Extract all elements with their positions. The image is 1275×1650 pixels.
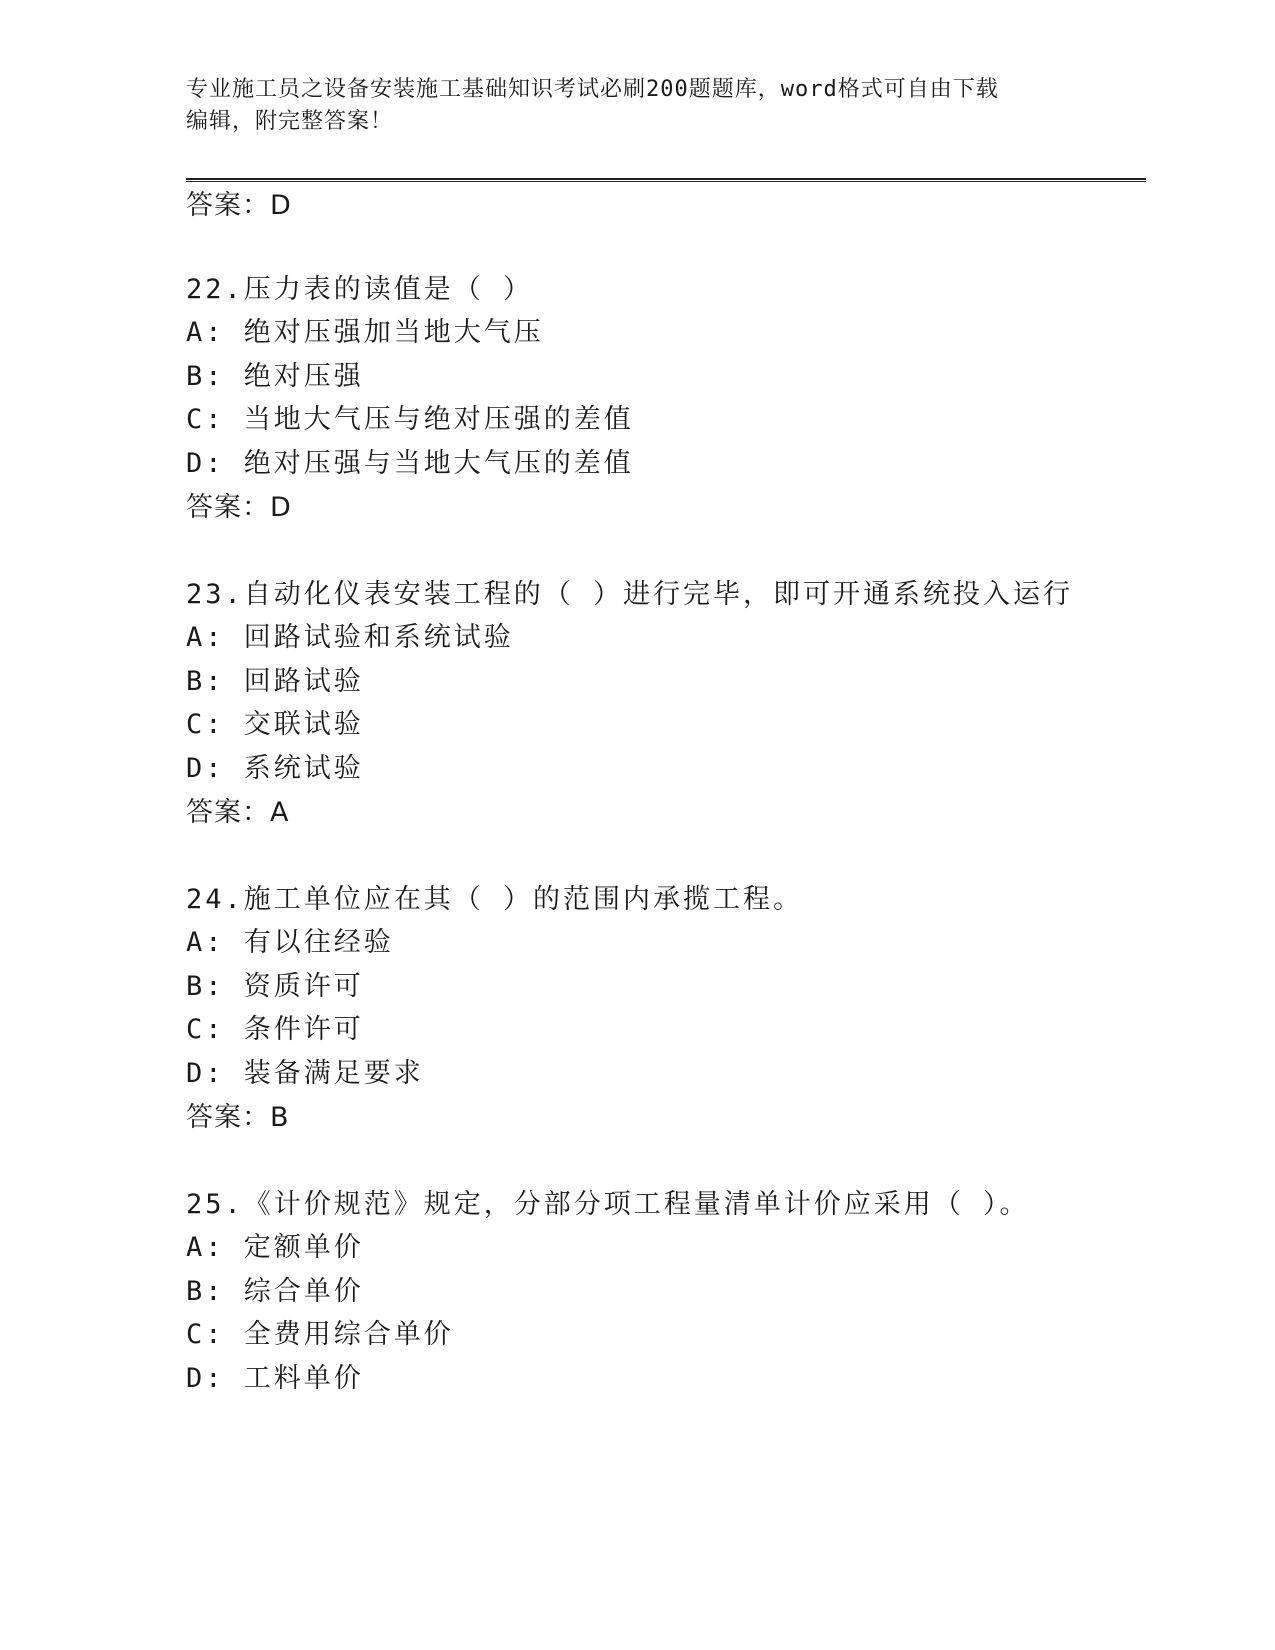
question-stem: 23.自动化仪表安装工程的（ ）进行完毕，即可开通系统投入运行 [186,579,1074,610]
question-stem: 24.施工单位应在其（ ）的范围内承揽工程。 [186,884,804,915]
question-stem: 25.《计价规范》规定，分部分项工程量清单计价应采用（ ）。 [186,1189,1030,1220]
previous-answer: 答案：D [186,190,292,221]
option-d: D: 装备满足要求 [186,1058,424,1089]
answer: 答案：B [186,1102,290,1133]
option-b: B: 回路试验 [186,666,364,697]
option-a: A: 绝对压强加当地大气压 [186,317,544,348]
question-stem: 22.压力表的读值是（ ） [186,274,534,305]
document-header [186,74,1086,138]
option-a: A: 定额单价 [186,1232,364,1263]
answer: 答案：A [186,797,290,828]
option-d: D: 绝对压强与当地大气压的差值 [186,448,634,479]
option-b: B: 资质许可 [186,971,364,1002]
option-d: D: 系统试验 [186,753,364,784]
header-line-1: 专业施工员之设备安装施工基础知识考试必刷200题题库，word格式可自由下载 [186,77,999,102]
option-d: D: 工料单价 [186,1363,364,1394]
option-c: C: 交联试验 [186,709,364,740]
answer: 答案：D [186,492,292,523]
option-c: C: 全费用综合单价 [186,1319,454,1350]
option-a: A: 回路试验和系统试验 [186,622,514,653]
header-divider [186,178,1146,182]
option-a: A: 有以往经验 [186,927,394,958]
option-c: C: 条件许可 [186,1014,364,1045]
option-b: B: 绝对压强 [186,361,364,392]
header-line-2: 编辑，附完整答案！ [186,109,394,134]
option-b: B: 综合单价 [186,1276,364,1307]
option-c: C: 当地大气压与绝对压强的差值 [186,404,634,435]
